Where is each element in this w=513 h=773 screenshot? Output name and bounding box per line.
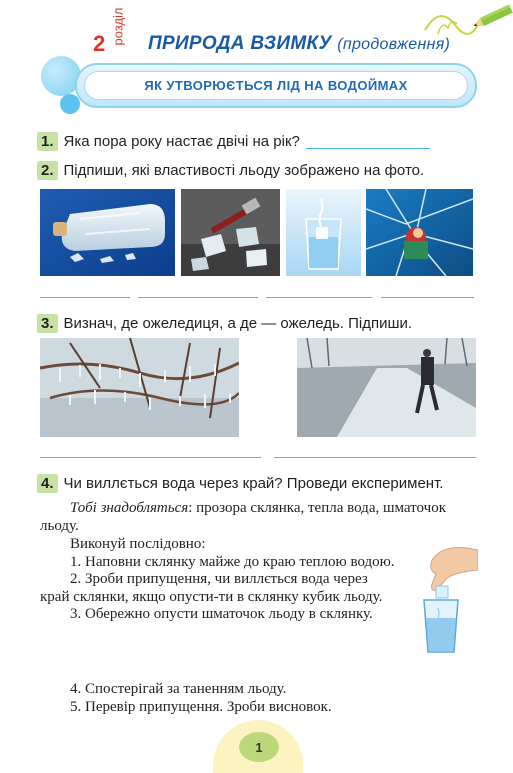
task-1 <box>37 132 430 151</box>
section-number: 2 <box>93 31 106 56</box>
answer-line[interactable] <box>306 134 430 149</box>
task-number: 3. <box>37 314 58 333</box>
task-text: Визнач, де ожеледиця, а де — ожеледь. Підпиши. <box>63 315 413 332</box>
page-number: 1 <box>239 732 279 762</box>
needs-text: : прозора склянка, тепла вода, шматочок льоду. <box>40 500 446 534</box>
step-5: 5. Перевір припущення. Зроби висновок. <box>70 698 332 715</box>
step-3: 3. Обережно опусти шматочок льоду в склянку. <box>70 606 373 622</box>
photo-icy-road <box>297 338 476 437</box>
experiment-steps-end <box>40 681 480 716</box>
task-number: 2. <box>37 161 58 180</box>
step-2: 2. Зроби припущення, чи виллється вода через край склянки, якщо опусти-ти в склянку кубик льоду. <box>40 571 383 605</box>
answer-line[interactable] <box>40 457 261 458</box>
answer-line[interactable] <box>266 297 372 298</box>
needs-label: Тобі знадобляться <box>70 500 189 516</box>
answer-line[interactable] <box>40 297 130 298</box>
answer-line[interactable] <box>274 457 476 458</box>
task-number: 4. <box>37 474 58 493</box>
task-4 <box>37 474 443 493</box>
title-suffix: (продовження) <box>337 36 451 53</box>
hand-glass-illustration <box>412 540 478 656</box>
answer-line[interactable] <box>138 297 258 298</box>
topic-banner <box>75 63 477 108</box>
task-2 <box>37 161 424 180</box>
steps-intro: Виконуй послідовно: <box>70 536 206 552</box>
photo-glass-ice <box>286 189 361 276</box>
step-4: 4. Спостерігай за таненням льоду. <box>70 681 287 697</box>
experiment-materials <box>40 500 480 535</box>
section-word: розділ <box>110 7 126 46</box>
page-title <box>148 33 450 55</box>
photo-icy-branches <box>40 338 239 437</box>
topic-banner-inner <box>84 71 468 100</box>
pencil-decoration-icon <box>420 0 513 40</box>
task-number: 1. <box>37 132 58 151</box>
topic-title: ЯК УТВОРЮЄТЬСЯ ЛІД НА ВОДОЙМАХ <box>144 78 408 93</box>
step-1: 1. Наповни склянку майже до краю теплою водою. <box>70 553 395 570</box>
title-main: ПРИРОДА ВЗИМКУ <box>148 33 332 54</box>
photo-frozen-bottle <box>40 189 175 276</box>
section-label <box>110 2 133 52</box>
task-text: Чи виллється вода через край? Проведи експеримент. <box>63 475 444 492</box>
answer-line[interactable] <box>381 297 474 298</box>
task-text: Яка пора року настає двічі на рік? <box>63 133 300 150</box>
decor-circle-small <box>60 94 80 114</box>
task-3 <box>37 314 412 333</box>
photo-ice-hammer <box>181 189 280 276</box>
photo-broken-ice <box>366 189 473 276</box>
experiment-steps <box>40 536 400 624</box>
task-text: Підпиши, які властивості льоду зображено на фото. <box>63 162 425 179</box>
